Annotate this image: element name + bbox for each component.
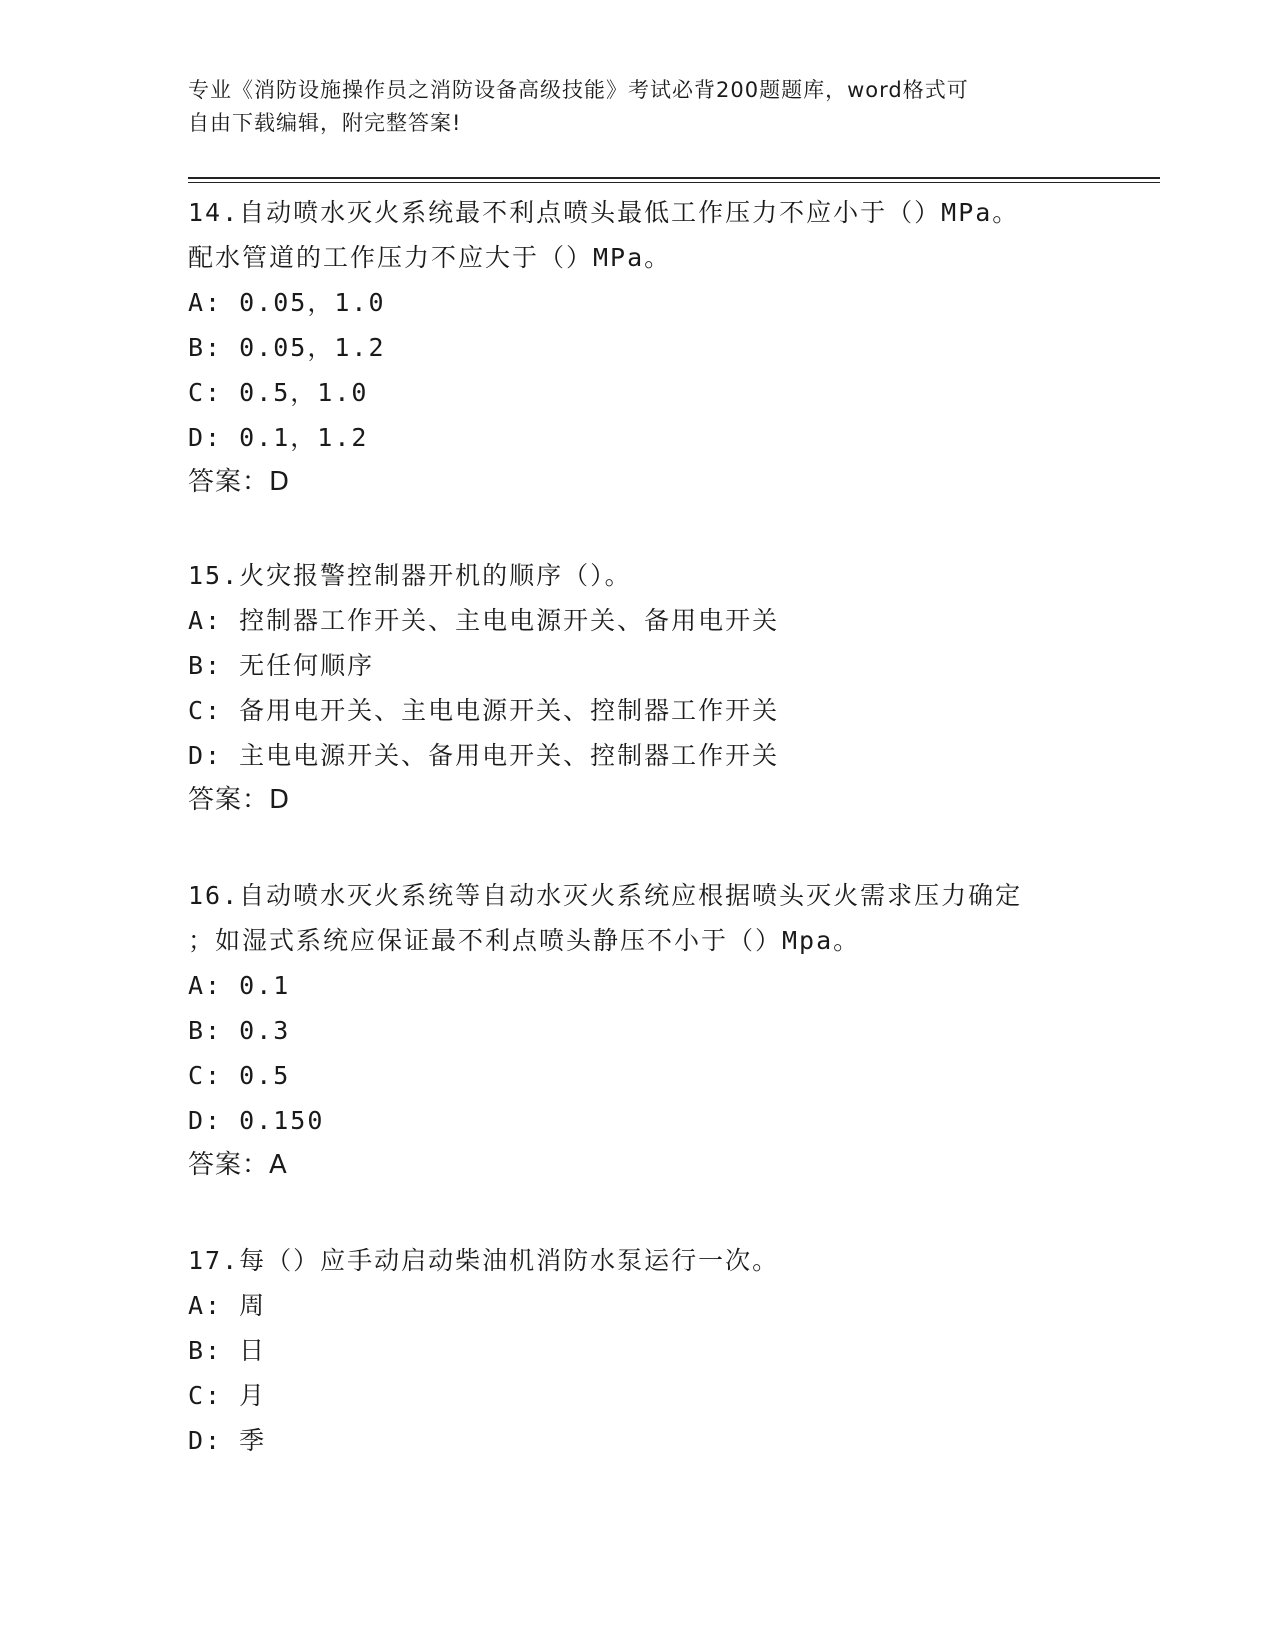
option-c: C: 月 bbox=[188, 1381, 267, 1410]
option-a: A: 0.05，1.0 bbox=[188, 288, 386, 317]
answer: 答案：D bbox=[188, 785, 291, 815]
option-d: D: 主电电源开关、备用电开关、控制器工作开关 bbox=[188, 741, 780, 770]
question-15 bbox=[188, 553, 1088, 823]
answer: 答案：A bbox=[188, 1150, 288, 1180]
option-c: C: 0.5 bbox=[188, 1061, 291, 1090]
header-divider-thick bbox=[188, 177, 1160, 179]
option-a: A: 控制器工作开关、主电电源开关、备用电开关 bbox=[188, 606, 780, 635]
option-c: C: 0.5，1.0 bbox=[188, 378, 369, 407]
option-b: B: 0.3 bbox=[188, 1016, 291, 1045]
question-16 bbox=[188, 873, 1088, 1188]
option-d: D: 季 bbox=[188, 1426, 267, 1455]
option-c: C: 备用电开关、主电电源开关、控制器工作开关 bbox=[188, 696, 780, 725]
answer: 答案：D bbox=[188, 467, 291, 497]
option-b: B: 0.05，1.2 bbox=[188, 333, 386, 362]
question-text: 16.自动喷水灭火系统等自动水灭火系统应根据喷头灭火需求压力确定 bbox=[188, 881, 1023, 910]
option-b: B: 无任何顺序 bbox=[188, 651, 375, 680]
document-header bbox=[188, 74, 1088, 140]
option-a: A: 周 bbox=[188, 1291, 267, 1320]
option-b: B: 日 bbox=[188, 1336, 267, 1365]
header-divider-thin bbox=[188, 182, 1160, 183]
option-d: D: 0.1，1.2 bbox=[188, 423, 369, 452]
question-text: 14.自动喷水灭火系统最不利点喷头最低工作压力不应小于（）MPa。 bbox=[188, 198, 1020, 227]
question-text: ；如湿式系统应保证最不利点喷头静压不小于（）Mpa。 bbox=[188, 926, 861, 955]
question-text: 15.火灾报警控制器开机的顺序（）。 bbox=[188, 561, 632, 590]
option-a: A: 0.1 bbox=[188, 971, 291, 1000]
header-line-1: 专业《消防设施操作员之消防设备高级技能》考试必背200题题库，word格式可 bbox=[188, 78, 969, 102]
header-line-2: 自由下载编辑，附完整答案! bbox=[188, 111, 462, 135]
question-17 bbox=[188, 1238, 1088, 1463]
option-d: D: 0.150 bbox=[188, 1106, 325, 1135]
question-14 bbox=[188, 190, 1088, 505]
question-text: 17.每（）应手动启动柴油机消防水泵运行一次。 bbox=[188, 1246, 780, 1275]
question-text: 配水管道的工作压力不应大于（）MPa。 bbox=[188, 243, 672, 272]
